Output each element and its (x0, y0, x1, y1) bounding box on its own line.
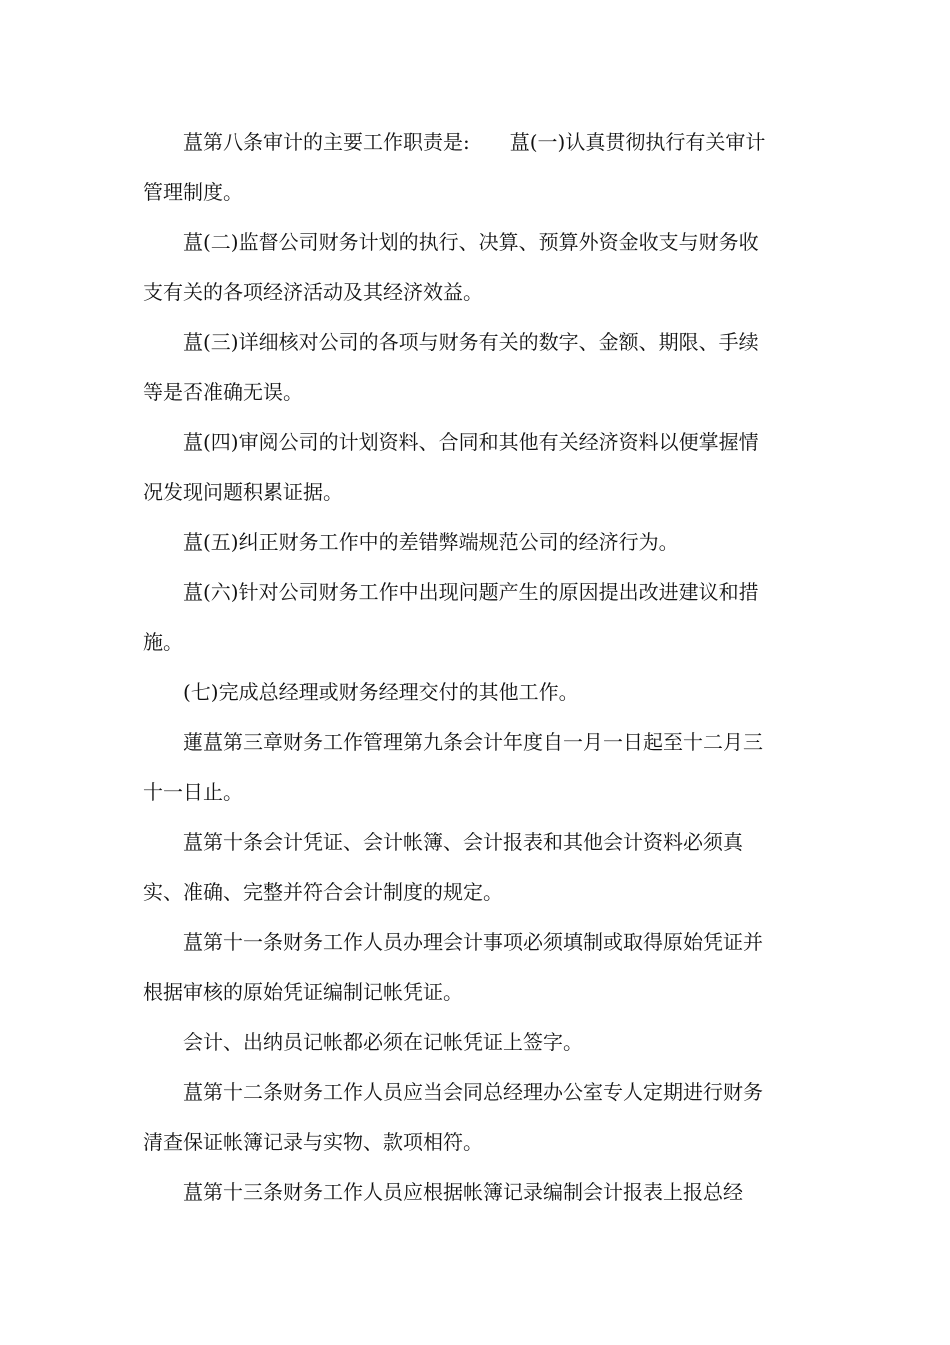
paragraph-item-2: 蒀(二)监督公司财务计划的执行、决算、预算外资金收支与财务收支有关的各项经济活动及其经济效益。 (143, 230, 759, 304)
paragraph-item-4: 蒀(四)审阅公司的计划资料、合同和其他有关经济资料以便掌握情况发现问题积累证据。 (143, 430, 759, 504)
paragraph-article-8: 蒀第八条审计的主要工作职责是: 蒀(一)认真贯彻执行有关审计管理制度。 (143, 130, 766, 204)
paragraph-article-13: 蒀第十三条财务工作人员应根据帐簿记录编制会计报表上报总经 (183, 1180, 743, 1204)
paragraph-item-6: 蒀(六)针对公司财务工作中出现问题产生的原因提出改进建议和措施。 (143, 580, 759, 654)
paragraph-chapter-3-article-9: 蓮蒀第三章财务工作管理第九条会计年度自一月一日起至十二月三十一日止。 (143, 730, 763, 804)
paragraph-item-7: (七)完成总经理或财务经理交付的其他工作。 (183, 680, 579, 704)
paragraph-item-5: 蒀(五)纠正财务工作中的差错弊端规范公司的经济行为。 (183, 530, 679, 554)
paragraph-article-11: 蒀第十一条财务工作人员办理会计事项必须填制或取得原始凭证并根据审核的原始凭证编制记帐凭证。 (143, 930, 763, 1004)
paragraph-signature-rule: 会计、出纳员记帐都必须在记帐凭证上签字。 (183, 1030, 583, 1054)
paragraph-article-10: 蒀第十条会计凭证、会计帐簿、会计报表和其他会计资料必须真实、准确、完整并符合会计制度的规定。 (143, 830, 743, 904)
paragraph-article-12: 蒀第十二条财务工作人员应当会同总经理办公室专人定期进行财务清查保证帐簿记录与实物、款项相符。 (143, 1080, 763, 1154)
document-body (143, 117, 773, 1217)
paragraph-item-3: 蒀(三)详细核对公司的各项与财务有关的数字、金额、期限、手续等是否准确无误。 (143, 330, 759, 404)
